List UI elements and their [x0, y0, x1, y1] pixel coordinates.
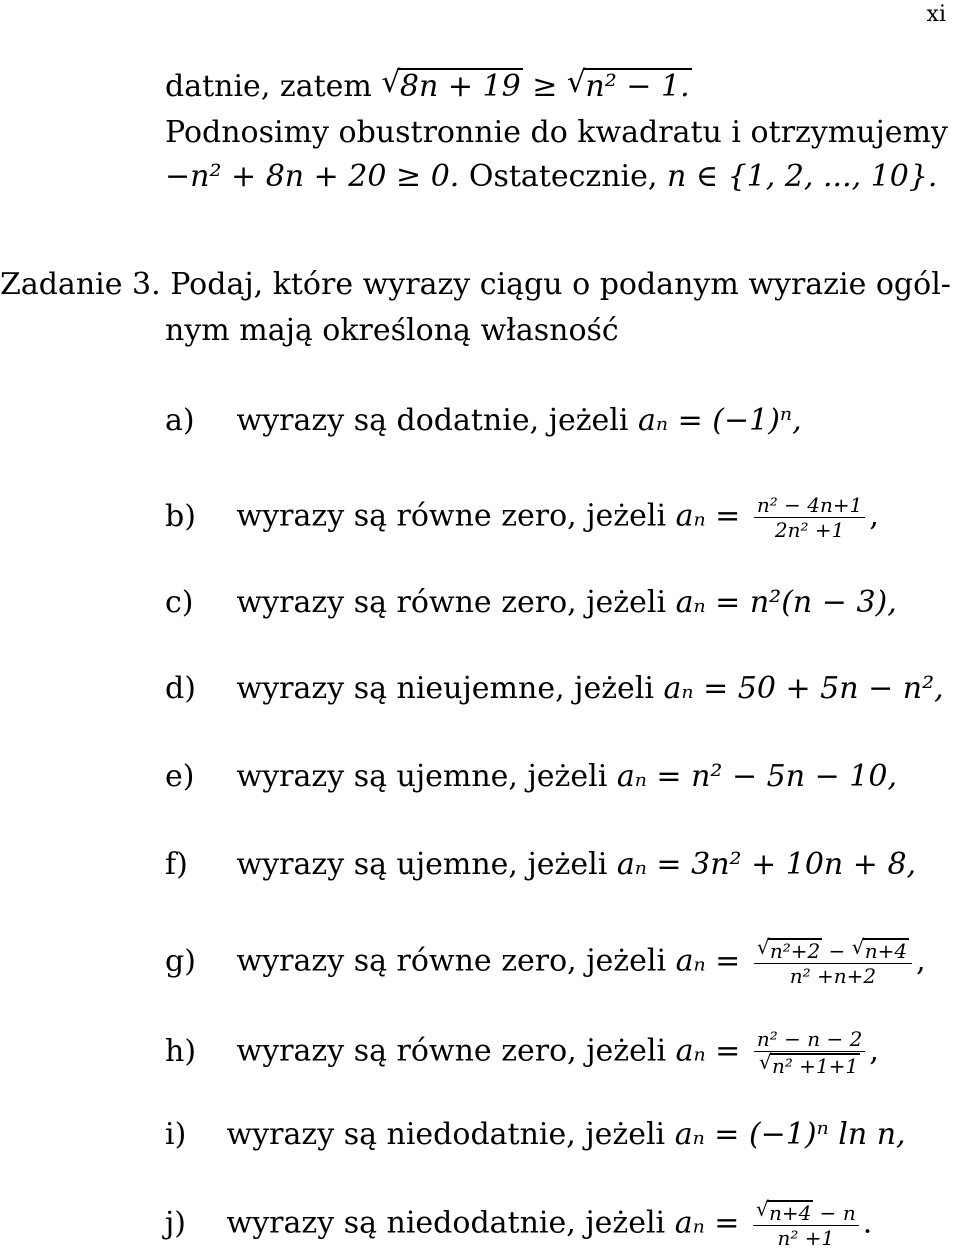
- numerator: n² − n − 2: [754, 1028, 865, 1052]
- fraction: [754, 494, 865, 541]
- inequality: −n² + 8n + 20 ≥ 0.: [165, 159, 460, 194]
- formula: (−1)ⁿ ln n,: [748, 1117, 906, 1152]
- an-symbol: aₙ =: [616, 759, 682, 794]
- item-label: c): [165, 585, 194, 620]
- item-label: j): [165, 1205, 187, 1241]
- numerator: √ n²+2 − √ n+4: [754, 938, 912, 964]
- numerator: n² − 4n+1: [754, 494, 865, 518]
- an-symbol: aₙ =: [675, 585, 741, 620]
- item-label: b): [165, 498, 196, 534]
- sqrt-expression: √ n+4: [852, 938, 909, 962]
- item-j: j) wyrazy są niedodatnie, jeżeli aₙ = √ $\frac{n+4 - n}{\text{n² +1}}$ .: [165, 1200, 872, 1249]
- an-symbol: aₙ =: [674, 1205, 740, 1241]
- formula: n² − 5n − 10,: [691, 759, 897, 794]
- item-f: [165, 848, 916, 881]
- item-text: wyrazy są niedodatnie, jeżeli: [226, 1117, 666, 1152]
- sqrt-expression: √ n² +1+1: [759, 1053, 860, 1077]
- task-text-2: nym mają określoną własność: [165, 313, 619, 348]
- item-h: h) wyrazy są równe zero, jeżeli aₙ = n² − n − 2 √ n² +1+1 ,: [165, 1028, 879, 1077]
- item-text: wyrazy są niedodatnie, jeżeli: [226, 1205, 666, 1241]
- page-number: xi: [926, 2, 946, 27]
- formula: (−1)ⁿ,: [712, 403, 802, 438]
- intro-line-2: Podnosimy obustronnie do kwadratu i otrzymujemy: [165, 115, 948, 150]
- item-g: g) wyrazy są równe zero, jeżeli aₙ = √ $\frac{\text{n²+2 − √ n+4}}{\text{n² +n+2}}$ ,: [165, 938, 926, 987]
- item-label: i): [165, 1117, 187, 1152]
- an-symbol: aₙ =: [674, 1117, 740, 1152]
- intro-line-1: [165, 68, 692, 103]
- denominator: n² +1: [777, 1226, 835, 1250]
- task-text-1: Podaj, które wyrazy ciągu o podanym wyrazie ogól-: [170, 267, 951, 302]
- item-text: wyrazy są równe zero, jeżeli: [236, 943, 667, 979]
- item-d: [165, 672, 944, 705]
- an-symbol: aₙ =: [616, 847, 682, 882]
- item-label: d): [165, 671, 196, 706]
- item-label: h): [165, 1033, 197, 1069]
- formula: 3n² + 10n + 8,: [691, 847, 917, 882]
- item-text: wyrazy są ujemne, jeżeli: [236, 847, 608, 882]
- an-symbol: aₙ =: [675, 943, 741, 979]
- item-label: g): [165, 943, 196, 979]
- sqrt-expression: √ n² − 1.: [567, 68, 692, 103]
- intro-text-1: datnie, zatem: [165, 69, 372, 104]
- item-i: [165, 1118, 906, 1151]
- item-e: [165, 760, 897, 793]
- item-label: e): [165, 759, 195, 794]
- item-text: wyrazy są równe zero, jeżeli: [236, 1033, 667, 1069]
- fraction: [754, 938, 912, 987]
- item-a: [165, 404, 802, 437]
- formula: 50 + 5n − n²,: [737, 671, 944, 706]
- denominator: 2n² +1: [774, 518, 845, 542]
- item-text: wyrazy są równe zero, jeżeli: [236, 585, 667, 620]
- an-symbol: aₙ =: [638, 403, 703, 438]
- an-symbol: aₙ =: [675, 1033, 741, 1069]
- an-symbol: aₙ =: [663, 671, 729, 706]
- item-text: wyrazy są nieujemne, jeżeli: [236, 671, 654, 706]
- task-heading: [0, 268, 951, 301]
- intro-text-3: Ostatecznie,: [468, 159, 658, 194]
- item-text: wyrazy są ujemne, jeżeli: [236, 759, 608, 794]
- an-symbol: aₙ =: [675, 498, 741, 534]
- item-c: [165, 586, 897, 619]
- sqrt-expression: √ n+4: [756, 1200, 813, 1224]
- denominator: [754, 1052, 865, 1077]
- item-label: a): [165, 403, 195, 438]
- sqrt-expression: √ n²+2: [757, 938, 822, 962]
- task-label: Zadanie 3.: [0, 267, 161, 302]
- fraction: [753, 1200, 859, 1249]
- item-text: wyrazy są równe zero, jeżeli: [236, 498, 667, 534]
- fraction: [754, 1028, 865, 1077]
- intro-line-3: [165, 160, 937, 193]
- item-text: wyrazy są dodatnie, jeżeli: [236, 403, 629, 438]
- denominator: n² +n+2: [789, 964, 877, 988]
- solution-set: n ∈ {1, 2, ..., 10}.: [666, 159, 938, 194]
- formula: n²(n − 3),: [749, 585, 897, 620]
- item-b: b) wyrazy są równe zero, jeżeli aₙ = $\frac{\text{n² − 4n+1}}{\text{2n² +1}}$ ,: [165, 493, 879, 542]
- relation-symbol: ≥: [532, 69, 558, 104]
- numerator: √ n+4 − n: [753, 1200, 859, 1226]
- sqrt-expression: √ 8n + 19: [381, 68, 522, 103]
- item-label: f): [165, 847, 188, 882]
